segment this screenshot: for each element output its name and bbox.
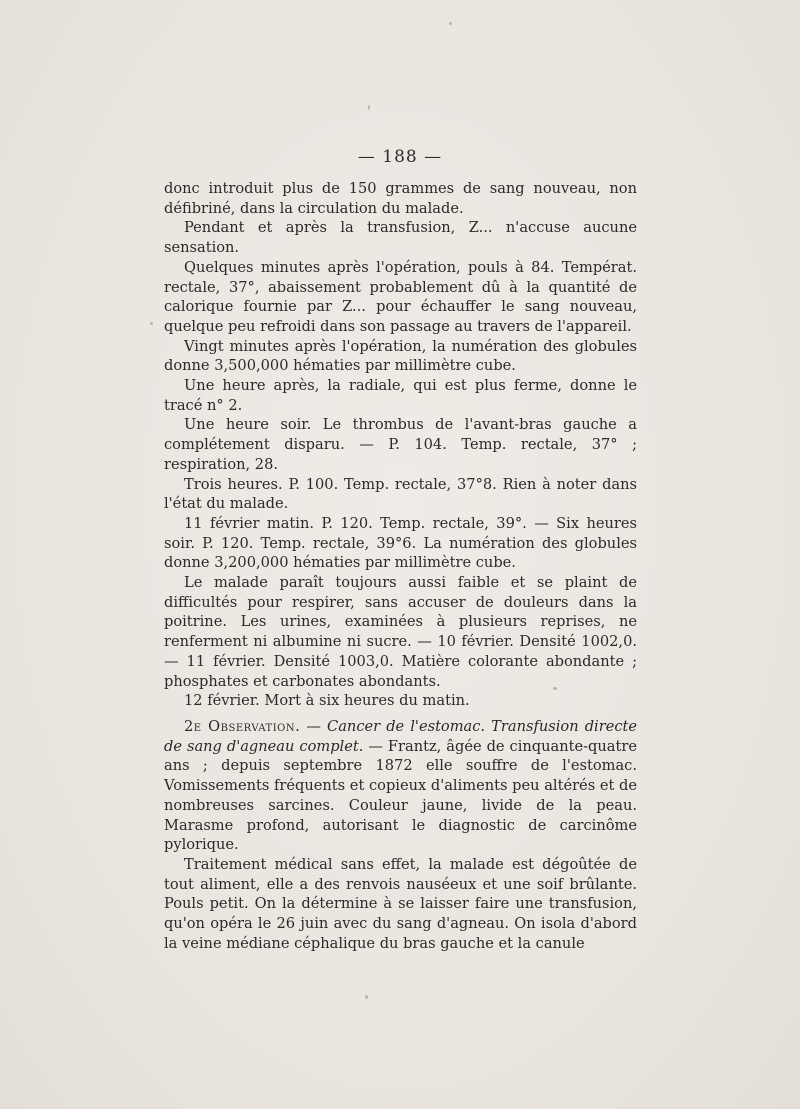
observation-title: Cancer de l'estomac. Transfusion directe de sang d'agneau complet. [164,717,637,755]
observation-paragraph [164,717,637,855]
paragraph: 12 février. Mort à six heures du matin. [184,692,470,710]
paragraph-continuation: donc introduit plus de 150 grammes de sang nouveau, non défibriné, dans la circulation du malade. [164,180,637,217]
observation-text: — Frantz, âgée de cinquante-quatre ans ; depuis septembre 1872 elle souffre de l'estomac. Vomissements fréquents et copieux d'aliments peu altérés et de nombreuses sarcines. Couleur jaune, livide de la peau. Marasme profond, autorisant le diagnostic de carcinôme pylorique. [164,737,637,854]
paragraph: Trois heures. P. 100. Temp. rectale, 37°8. Rien à noter dans l'état du malade. [164,475,637,513]
paragraph-final: Traitement médical sans effet, la malade est dégoûtée de tout aliment, elle a des renvois nauséeux et une soif brûlante. Pouls petit. On la détermine à se laisser faire une transfusion, qu'on opéra le 26 juin avec du sang d'agneau. On isola d'abord la veine médiane céphalique du bras gauche et la canule [164,855,637,952]
paragraph: Une heure après, la radiale, qui est plus ferme, donne le tracé n° 2. [164,377,637,414]
paragraph: Quelques minutes après l'opération, pouls à 84. Températ. rectale, 37°, abaissement probablement dû à la quantité de calorique fournie par Z... pour échauffer le sang nouveau, quelque peu refroidi dans son passage au travers de l'appareil. [164,258,637,335]
page-number: — 188 — [357,147,443,167]
paragraph: Une heure soir. Le thrombus de l'avant-bras gauche a complétement disparu. — P. 104. Temp. rectale, 37° ; respiration, 28. [164,416,637,473]
paragraph: Vingt minutes après l'opération, la numération des globules donne 3,500,000 hématies par millimètre cube. [164,337,637,375]
paper-speck [150,322,153,325]
observation-heading: 2e Observation. [184,717,301,735]
paper-speck [365,995,368,999]
paragraph: Le malade paraît toujours aussi faible et se plaint de difficultés pour respirer, sans accuser de douleurs dans la poitrine. Les urines, examinées à plusieurs reprises, ne renferment ni albumine ni sucre. — 10 février. Densité 1002,0. — 11 février. Densité 1003,0. Matière colorante abondante ; phosphates et carbonates abondants. [164,574,637,690]
observation-dash: — [300,717,328,735]
paragraph: Pendant et après la transfusion, Z... n'accuse aucune sensation. [164,219,637,257]
paper-speck [368,105,370,110]
paper-speck [449,22,452,25]
body-text [164,179,637,953]
paragraph: 11 février matin. P. 120. Temp. rectale, 39°. — Six heures soir. P. 120. Temp. rectale, 39°6. La numération des globules donne 3,200,000 hématies par millimètre cube. [164,514,637,572]
